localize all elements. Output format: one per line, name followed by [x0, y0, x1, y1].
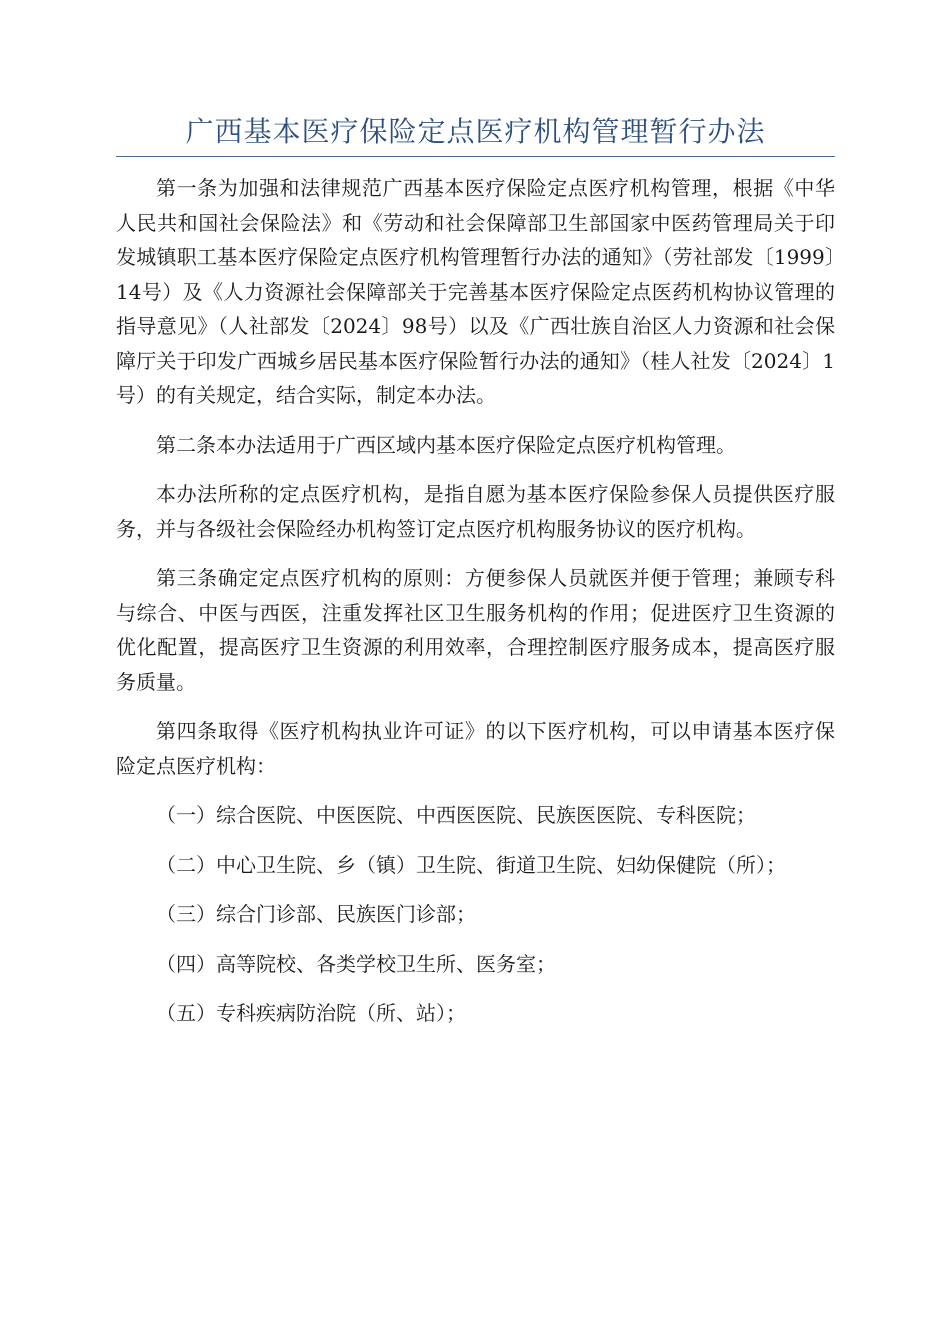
document-title: 广西基本医疗保险定点医疗机构管理暂行办法 [185, 115, 766, 148]
title-underline [116, 112, 835, 157]
definition-paragraph: 本办法所称的定点医疗机构，是指自愿为基本医疗保险参保人员提供医疗服务，并与各级社会保险经办机构签订定点医疗机构服务协议的医疗机构。 [116, 482, 835, 541]
list-item: （三）综合门诊部、民族医门诊部； [156, 902, 476, 926]
article-3: 第三条确定定点医疗机构的原则：方便参保人员就医并便于管理；兼顾专科与综合、中医与西医，注重发挥社区卫生服务机构的作用；促进医疗卫生资源的优化配置，提高医疗卫生资源的利用效率，合理控制医疗服务成本，提高医疗服务质量。 [116, 566, 835, 694]
list-item: （四）高等院校、各类学校卫生所、医务室； [156, 951, 556, 976]
list-item: （二）中心卫生院、乡（镇）卫生院、街道卫生院、妇幼保健院（所）； [156, 852, 786, 877]
article-1: 第一条为加强和法律规范广西基本医疗保险定点医疗机构管理，根据《中华人民共和国社会保险法》和《劳动和社会保障部卫生部国家中医药管理局关于印发城镇职工基本医疗保险定点医疗机构管理暂行办法的通知》（劳社部发〔1999〕14号）及《人力资源社会保障部关于完善基本医疗保险定点医药机构协议管理的指导意见》（人社部发〔2024〕98号）以及《广西壮族自治区人力资源和社会保障厅关于印发广西城乡居民基本医疗保险暂行办法的通知》（桂人社发〔2024〕1号）的有关规定，结合实际，制定本办法。 [116, 176, 835, 407]
list-item: （一）综合医院、中医医院、中西医医院、民族医医院、专科医院； [156, 803, 756, 827]
article-2: 第二条本办法适用于广西区域内基本医疗保险定点医疗机构管理。 [156, 432, 736, 457]
document-body [116, 171, 835, 1031]
list-item: （五）专科疾病防治院（所、站）； [156, 1001, 466, 1025]
article-4: 第四条取得《医疗机构执业许可证》的以下医疗机构，可以申请基本医疗保险定点医疗机构： [116, 719, 835, 778]
